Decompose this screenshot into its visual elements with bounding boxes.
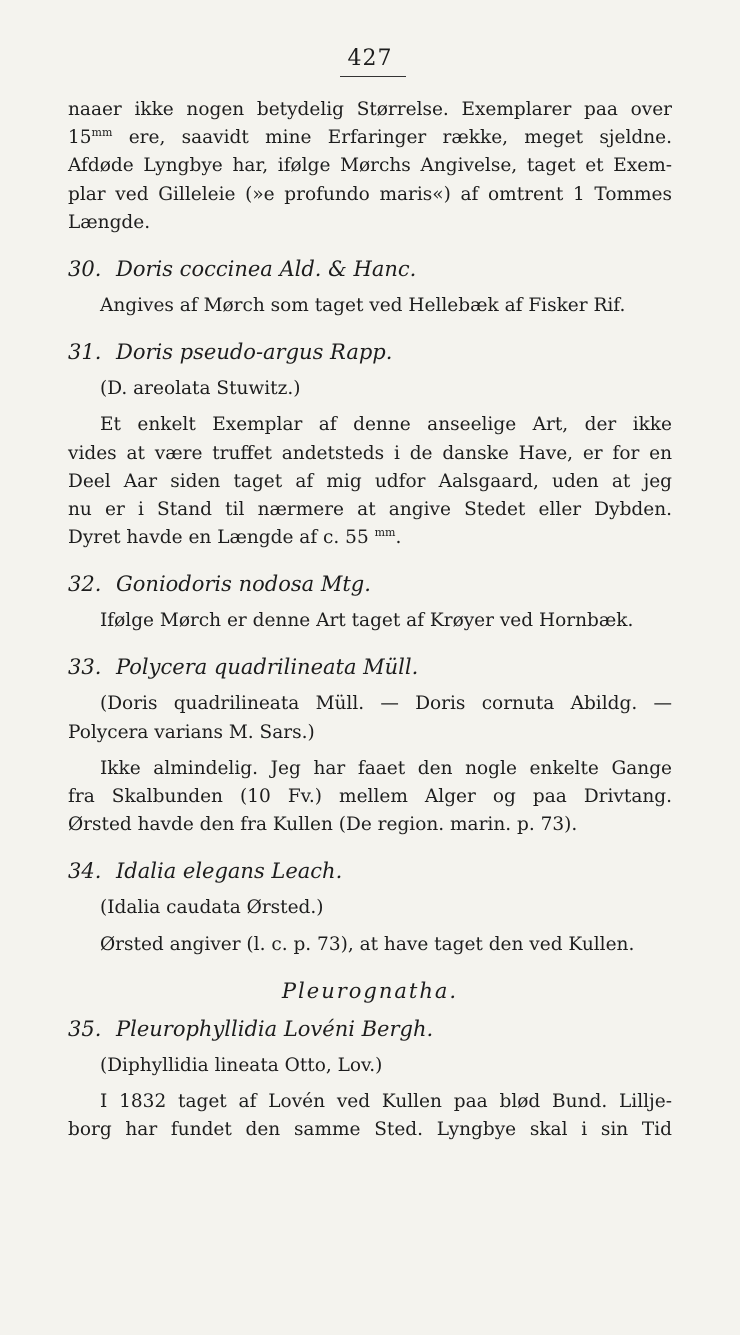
species-entry-30 — [68, 254, 672, 320]
synonym-line: (Idalia caudata Ørsted.) — [100, 897, 324, 919]
page-number: 427 — [347, 46, 393, 71]
punctuation: . — [395, 527, 402, 549]
species-number: 32. — [68, 572, 102, 597]
intro-paragraph — [68, 96, 672, 237]
synonym-line: (D. areolata Stuwitz.) — [100, 378, 301, 400]
text-line: vides at være truffet andetsteds i de danske Have, er for en — [68, 442, 672, 464]
species-heading — [68, 1014, 672, 1044]
species-title: Pleurophyllidia Lovéni Bergh. — [116, 1016, 434, 1041]
species-entry-35 — [68, 1014, 672, 1145]
text-line: Ørsted havde den fra Kullen (De region. marin. p. 73). — [68, 814, 578, 836]
synonym-line: (Doris quadrilineata Müll. — Doris cornuta Abildg. — — [100, 693, 672, 715]
text-fragment: Dyret havde en Længde af c. 55 — [68, 527, 369, 549]
species-title: Polycera quadrilineata Müll. — [116, 655, 419, 680]
species-heading — [68, 337, 672, 367]
species-heading — [68, 856, 672, 886]
species-entry-32 — [68, 569, 672, 635]
measure-unit: mm — [374, 526, 396, 540]
text-line: Angives af Mørch som taget ved Hellebæk af Fisker Rif. — [100, 294, 626, 316]
species-number: 33. — [68, 655, 102, 680]
text-line: Et enkelt Exemplar af denne anseelige Art, der ikke — [100, 414, 672, 436]
species-number: 30. — [68, 256, 102, 281]
text-fragment: ere, saavidt mine Erfaringer række, meget sjeldne. — [128, 127, 672, 149]
text-line: plar ved Gilleleie (»e profundo maris«) af omtrent 1 Tommes — [68, 183, 672, 205]
text-line — [68, 124, 672, 152]
text-line: Afdøde Lyngbye har, ifølge Mørchs Angivelse, taget et Exem- — [68, 155, 672, 177]
text-line: Ifølge Mørch er denne Art taget af Krøyer ved Hornbæk. — [100, 610, 634, 632]
species-entry-31 — [68, 337, 672, 552]
species-title: Idalia elegans Leach. — [116, 859, 343, 884]
page-body — [68, 96, 672, 1144]
species-number: 34. — [68, 859, 102, 884]
species-heading — [68, 254, 672, 284]
species-title: Doris pseudo-argus Rapp. — [116, 340, 393, 365]
text-line: fra Skalbunden (10 Fv.) mellem Alger og paa Drivtang. — [68, 786, 672, 807]
species-number: 35. — [68, 1016, 102, 1041]
group-heading: Pleurognatha. — [281, 978, 459, 1003]
text-line — [68, 524, 672, 552]
measure-unit: mm — [91, 126, 113, 140]
synonym-line: Polycera varians M. Sars.) — [68, 721, 315, 743]
species-entry-33 — [68, 652, 672, 839]
species-number: 31. — [68, 340, 102, 365]
text-line: naaer ikke nogen betydelig Størrelse. Exemplarer paa over — [68, 99, 672, 120]
species-heading — [68, 569, 672, 599]
text-line: Ikke almindelig. Jeg har faaet den nogle enkelte Gange — [100, 757, 672, 779]
species-title: Goniodoris nodosa Mtg. — [116, 572, 371, 597]
species-heading — [68, 652, 672, 682]
text-line: I 1832 taget af Lovén ved Kullen paa blød Bund. Lillje- — [100, 1090, 672, 1112]
species-title: Doris coccinea Ald. & Hanc. — [116, 256, 417, 281]
text-line: Deel Aar siden taget af mig udfor Aalsgaard, uden at jeg — [68, 470, 672, 492]
measure-value: 15 — [68, 127, 92, 149]
synonym-line: (Diphyllidia lineata Otto, Lov.) — [100, 1054, 383, 1076]
text-line: nu er i Stand til nærmere at angive Stedet eller Dybden. — [68, 498, 672, 520]
text-line: borg har fundet den samme Sted. Lyngbye skal i sin Tid — [68, 1119, 672, 1141]
page-number-rule — [340, 76, 406, 77]
species-entry-34 — [68, 856, 672, 958]
text-line: Ørsted angiver (l. c. p. 73), at have taget den ved Kullen. — [100, 933, 635, 955]
text-line: Længde. — [68, 211, 151, 233]
